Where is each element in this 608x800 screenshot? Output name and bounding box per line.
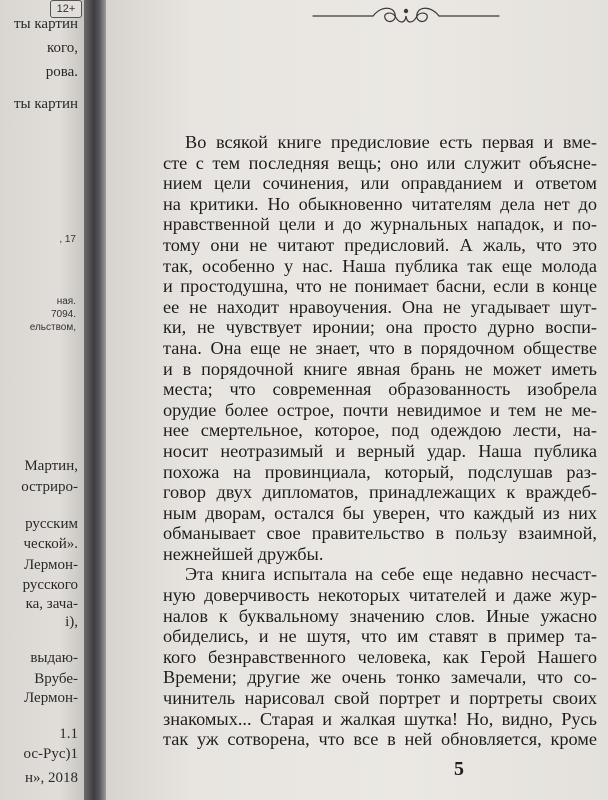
text-line: тана. Она еще не знает, что в порядочном обществе: [163, 337, 597, 358]
preface-text: [163, 132, 597, 750]
decorative-flourish-icon: [311, 2, 501, 30]
left-page-fragment: i),: [65, 614, 78, 630]
text-line: говор двух дипломатов, принадлежащих к враждеб-: [163, 482, 597, 503]
text-line: знакомых... Старая и жалкая шутка! Но, видно, Русь: [163, 708, 597, 729]
text-line: орудие более острое, почти невидимое и тем не ме-: [163, 399, 597, 420]
page-number: 5: [454, 758, 464, 780]
text-line: кого безнравственного человека, как Герой Нашего: [163, 646, 597, 667]
text-line: Эта книга испытала на себе еще недавно несчаст-: [185, 564, 597, 585]
left-page-fragment: ная.: [56, 296, 76, 307]
text-line: места; что современная образованность изобрела: [163, 379, 597, 400]
text-line: на критики. Но обыкновенно читателям дела нет до: [163, 193, 597, 214]
left-page-fragment: ты картин: [13, 16, 78, 32]
left-page-fragment: Лермон-: [23, 557, 78, 573]
text-line: нравственной цели и до журнальных нападок, и по-: [163, 214, 597, 235]
text-line: и простодушна, что не понимает басни, если в конце: [163, 276, 597, 297]
left-page-fragment: , 17: [59, 234, 76, 245]
left-page-fragment: ка, зача-: [25, 596, 78, 612]
left-page-fragment: Лермон-: [23, 690, 78, 706]
text-line: тому они не читают предисловий. А жаль, что это: [163, 234, 597, 255]
left-page-fragment: выдаю-: [30, 650, 78, 666]
text-line: нее смертельное, которое, под одеждою лести, на-: [163, 420, 597, 441]
text-line: похожа на провинциала, который, подслушав раз-: [163, 461, 597, 482]
bleed-through-text: [593, 32, 596, 48]
left-page-fragment: ты картин: [13, 96, 78, 112]
text-line: носит неотразимый и верный удар. Наша публика: [163, 440, 597, 461]
text-line: Времени; другие же очень тонко замечали, что со-: [163, 667, 597, 688]
text-line: чинитель нарисовал свой портрет и портреты своих: [163, 688, 597, 709]
book-gutter: [84, 0, 106, 800]
text-line: обиделись, и не шутя, что им ставят в пример та-: [163, 626, 597, 647]
left-page-fragment: кого,: [46, 40, 78, 56]
left-page-fragment: русским: [25, 516, 78, 532]
left-page-fragment: Врубе-: [34, 671, 78, 687]
age-rating-badge: 12+: [50, 0, 82, 18]
left-page-fragment: ельством,: [29, 322, 76, 333]
left-page-fragment: рова.: [45, 64, 78, 80]
left-page-fragment: 7094.: [50, 309, 76, 320]
left-page-fragment: русского: [22, 577, 78, 593]
text-line: так, особенно у нас. Наша публика так еще молода: [163, 255, 597, 276]
text-line: обманывает свое правительство в пользу взаимной,: [163, 523, 597, 544]
text-line: Во всякой книге предисловие есть первая и вме-: [185, 132, 597, 152]
left-page-fragment: н», 2018: [24, 770, 78, 786]
left-page-fragment: 1.1: [59, 726, 78, 742]
text-line: налов к буквальному значению слов. Иные ужасно: [163, 605, 597, 626]
text-line: сте с тем последняя вещь; оно или служит объясне-: [163, 152, 597, 173]
left-page-fragment: ос-Рус)1: [23, 746, 78, 762]
text-line: нием цели сочинения, или оправданием и ответом: [163, 173, 597, 194]
text-line: ки, не чувствует иронии; она просто дурно воспи-: [163, 317, 597, 338]
left-page-fragment: ческой».: [23, 536, 78, 552]
left-page: [0, 0, 84, 800]
text-line: и в порядочной книге явная брань не может иметь: [163, 358, 597, 379]
right-page: [106, 0, 608, 800]
text-line: ее не находит нравоучения. Она не угадывает шут-: [163, 296, 597, 317]
text-line: ным дворам, остался бы уверен, что каждый из них: [163, 502, 597, 523]
text-line: нежнейшей дружбы.: [163, 543, 324, 564]
text-line: ную доверчивость некоторых читателей и даже жур-: [163, 585, 597, 606]
left-page-fragment: остриро-: [21, 479, 78, 495]
left-page-fragment: Мартин,: [24, 458, 78, 474]
text-line: так уж сотворена, что все в ней обновляется, кроме: [163, 729, 597, 750]
